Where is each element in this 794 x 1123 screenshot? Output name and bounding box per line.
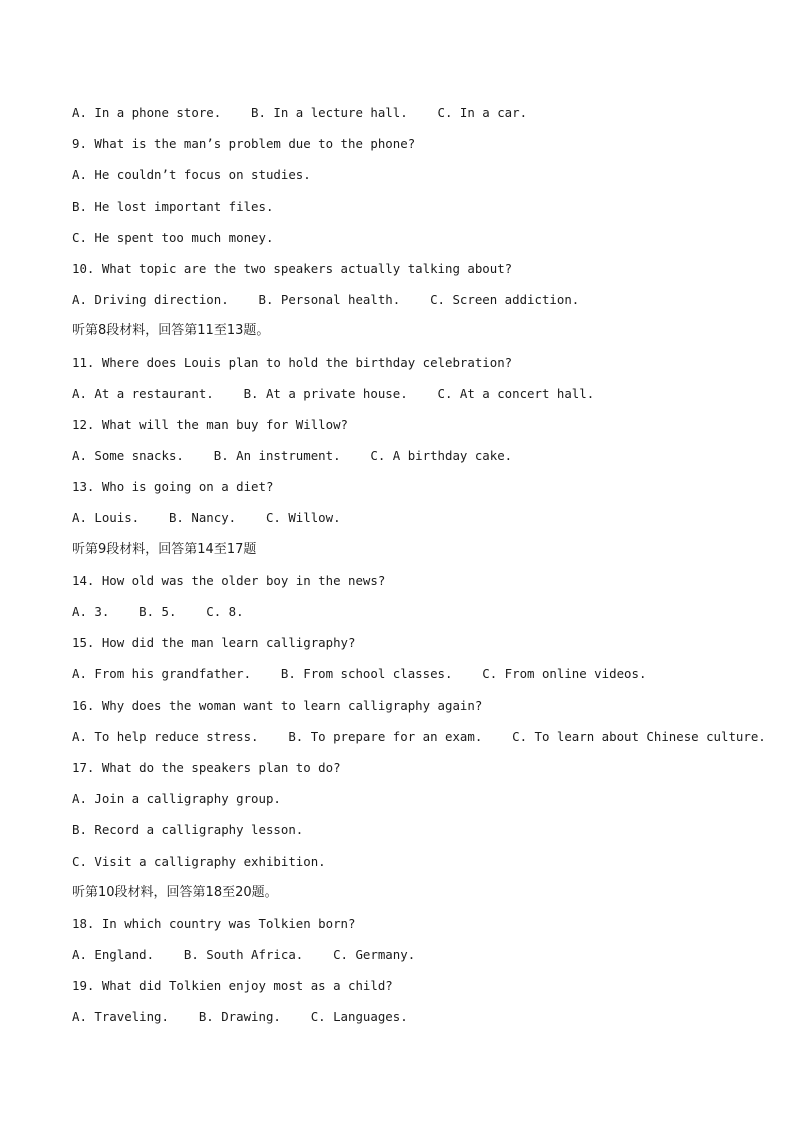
question-14: 14. How old was the older boy in the news?: [72, 572, 386, 588]
question-19: 19. What did Tolkien enjoy most as a child?: [72, 978, 393, 994]
question-10: 10. What topic are the two speakers actually talking about?: [72, 260, 513, 276]
options-line: C. Visit a calligraphy exhibition.: [72, 853, 326, 869]
page-content: [72, 103, 766, 1039]
options-line: A. In a phone store. B. In a lecture hall. C. In a car.: [72, 105, 528, 120]
options-line: B. Record a calligraphy lesson.: [72, 822, 304, 838]
question-11: 11. Where does Louis plan to hold the birthday celebration?: [72, 354, 513, 370]
options-line: A. Driving direction. B. Personal health. C. Screen addiction.: [72, 292, 580, 308]
question-17: 17. What do the speakers plan to do?: [72, 759, 341, 775]
section-heading-8: 听第8段材料，回答第11至13题。: [72, 323, 270, 339]
options-line: B. He lost important files.: [72, 198, 274, 214]
question-15: 15. How did the man learn calligraphy?: [72, 635, 356, 651]
question-18: 18. In which country was Tolkien born?: [72, 915, 356, 931]
question-16: 16. Why does the woman want to learn calligraphy again?: [72, 697, 483, 713]
options-line: A. Traveling. B. Drawing. C. Languages.: [72, 1009, 408, 1025]
question-13: 13. Who is going on a diet?: [72, 479, 274, 495]
question-12: 12. What will the man buy for Willow?: [72, 416, 349, 432]
section-heading-10: 听第10段材料，回答第18至20题。: [72, 884, 278, 900]
options-line: A. England. B. South Africa. C. Germany.: [72, 947, 416, 963]
options-line: A. Louis. B. Nancy. C. Willow.: [72, 510, 341, 526]
options-line: A. To help reduce stress. B. To prepare for an exam. C. To learn about Chinese culture.: [72, 728, 766, 744]
options-line: A. He couldn’t focus on studies.: [72, 167, 311, 183]
options-line: A. At a restaurant. B. At a private house. C. At a concert hall.: [72, 385, 595, 401]
options-line: C. He spent too much money.: [72, 229, 274, 245]
options-line: A. 3. B. 5. C. 8.: [72, 604, 244, 619]
section-heading-9: 听第9段材料，回答第14至17题: [72, 541, 257, 557]
options-line: A. Join a calligraphy group.: [72, 791, 281, 807]
question-9: 9. What is the man’s problem due to the phone?: [72, 136, 416, 152]
options-line: A. Some snacks. B. An instrument. C. A birthday cake.: [72, 448, 513, 464]
options-line: A. From his grandfather. B. From school classes. C. From online videos.: [72, 666, 647, 682]
